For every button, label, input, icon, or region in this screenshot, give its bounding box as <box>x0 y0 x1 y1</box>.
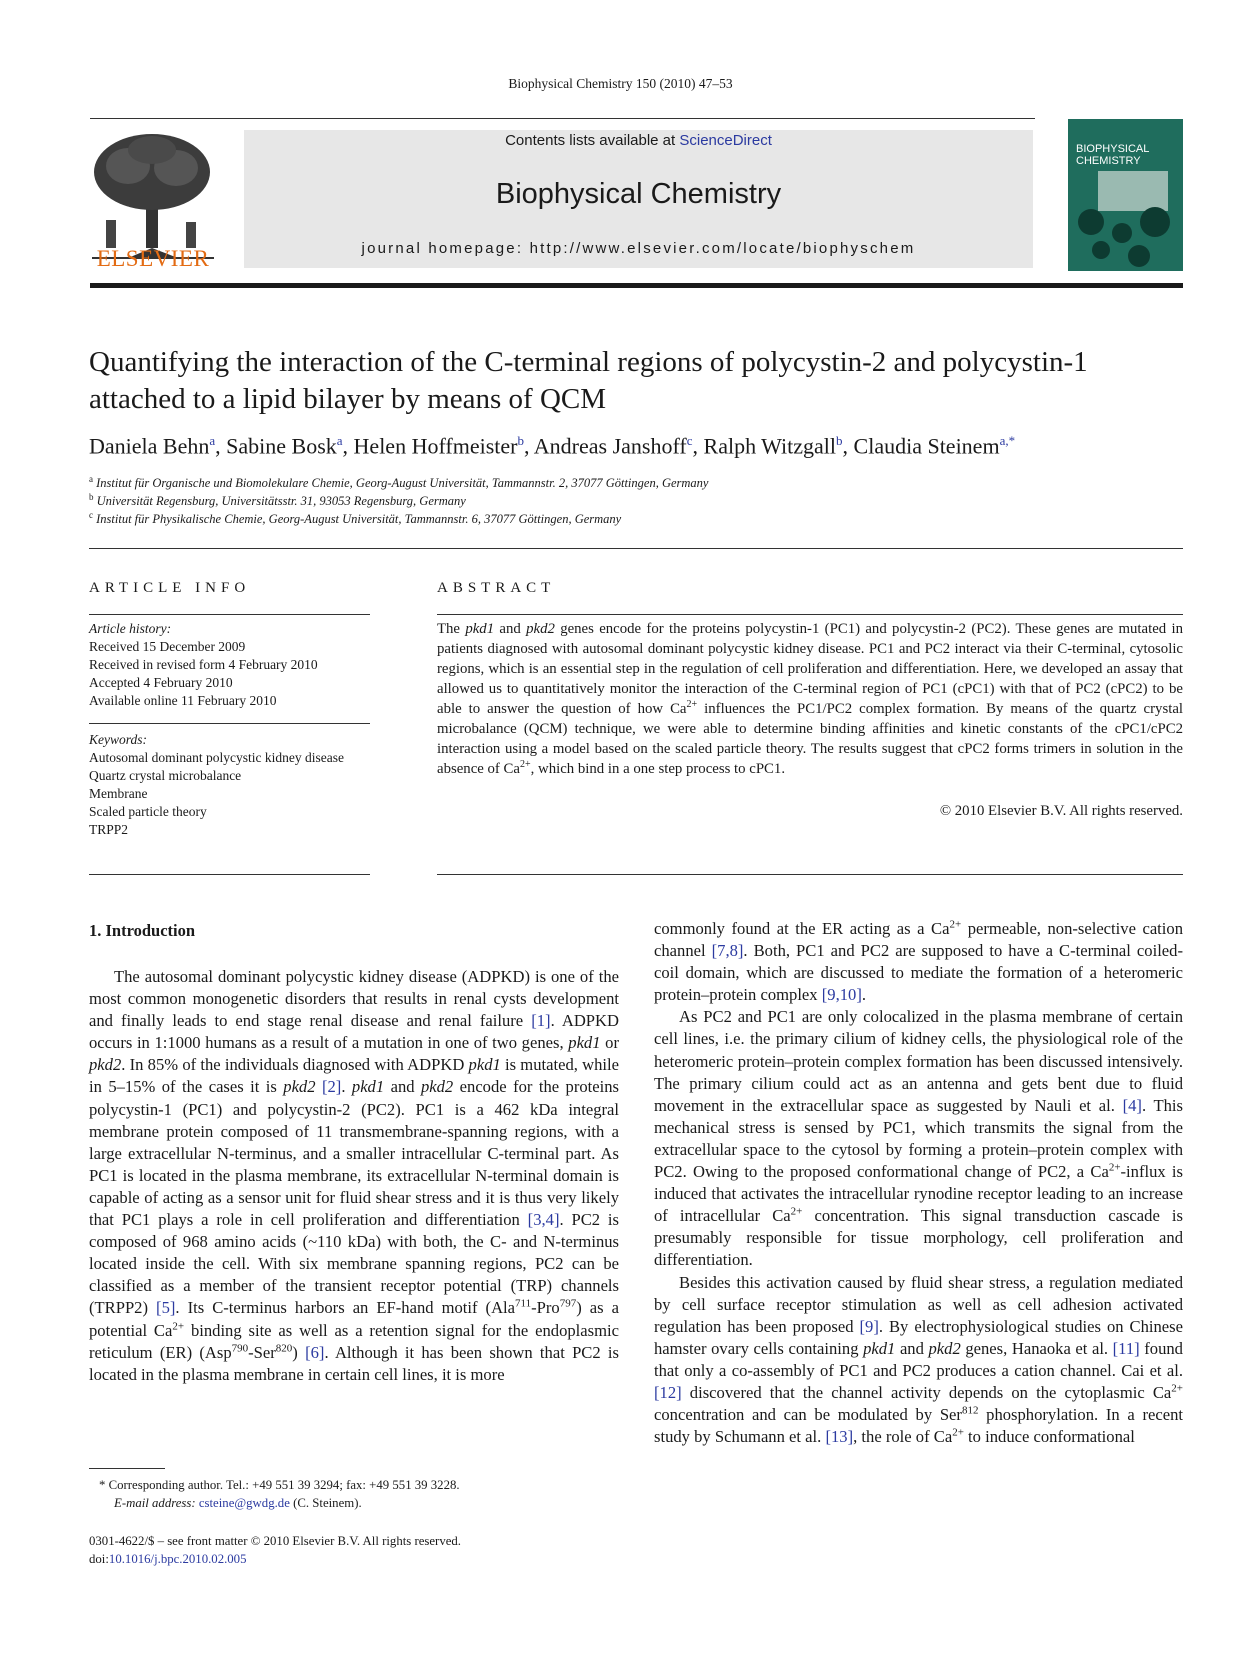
divider <box>437 614 1183 615</box>
email-link[interactable]: csteine@gwdg.de <box>198 1496 290 1510</box>
divider <box>89 723 370 724</box>
citation-link[interactable]: [2] <box>321 1077 342 1097</box>
author-affiliation-mark[interactable]: a <box>336 433 343 448</box>
paragraph: Besides this activation caused by fluid shear stress, a regulation mediated by cell surface receptor stimulation as well as cell adhesion activated regulation has been proposed [9]. By electrophysiological studies on Chinese hamster ovary cells containing pkd1 and pkd2 genes, Hanaoka et al. [11] found that only a co-assembly of PC1 and PC2 produces a cation channel. Cai et al. [12] discovered that the channel activity depends on the cytoplasmic $Ca^{2+}$ concentration and can be modulated by Ser$^{812}$ phosphorylation. In a recent study by Schumann et al. [13], the role of $Ca^{2+}$ to induce conformational <box>654 1272 1183 1447</box>
doi-line: doi:10.1016/j.bpc.2010.02.005 <box>89 1552 247 1566</box>
front-matter-info <box>89 1532 649 1568</box>
article-history <box>89 620 369 710</box>
sciencedirect-link[interactable]: ScienceDirect <box>679 132 772 149</box>
cover-sphere <box>1112 223 1132 243</box>
citation-link[interactable]: [5] <box>156 1298 176 1318</box>
keywords <box>89 731 369 839</box>
footnote-email-line: E-mail address: csteine@gwdg.de (C. Steinem). <box>114 1496 362 1510</box>
gene-name: pkd1 <box>465 621 495 637</box>
journal-cover-thumbnail <box>1068 119 1183 271</box>
history-entry: Accepted 4 February 2010 <box>89 675 233 690</box>
affiliation-mark: a <box>89 474 93 484</box>
keyword: Membrane <box>89 786 148 801</box>
keywords-label: Keywords: <box>89 732 147 747</box>
citation-link[interactable]: [7,8] <box>711 941 744 961</box>
divider <box>437 874 1183 875</box>
keyword: TRPP2 <box>89 822 129 837</box>
affiliation-text: Universität Regensburg, Universitätsstr. 31, 93053 Regensburg, Germany <box>96 494 466 509</box>
section-heading-introduction: 1. Introduction <box>89 921 196 940</box>
footnote-mark: * <box>99 1478 106 1492</box>
abstract-heading: ABSTRACT <box>437 580 556 596</box>
divider <box>89 614 370 615</box>
footnote-rule <box>89 1468 165 1469</box>
author-affiliation-mark[interactable]: b <box>836 433 843 448</box>
journal-homepage[interactable]: journal homepage: http://www.elsevier.com/locate/biophyschem <box>361 240 916 257</box>
article-info-heading: ARTICLE INFO <box>89 580 251 596</box>
keyword: Autosomal dominant polycystic kidney disease <box>89 750 344 765</box>
author-affiliation-mark[interactable]: a,* <box>999 433 1016 448</box>
citation-link[interactable]: [12] <box>654 1382 682 1402</box>
paragraph: commonly found at the ER acting as a $Ca^{2+}$ permeable, non-selective cation channel [7,8]. Both, PC1 and PC2 are supposed to have a C-terminal coiled-coil domain, which are discussed to mediate the formation of a heteromeric protein–protein complex [9,10]. <box>654 918 1183 1005</box>
history-label: Article history: <box>89 621 172 636</box>
paragraph: The autosomal dominant polycystic kidney disease (ADPKD) is one of the most common monogenetic disorders that results in renal cysts development and finally leads to end stage renal disease and renal failure [1]. ADPKD occurs in 1:1000 humans as a result of a mutation in one of two genes, pkd1 or pkd2. In 85% of the individuals diagnosed with ADPKD pkd1 is mutated, while in 5–15% of the cases it is pkd2 [2]. pkd1 and pkd2 encode for the proteins polycystin-1 (PC1) and polycystin-2 (PC2). PC1 is a 462 kDa integral membrane protein composed of 11 transmembrane-spanning regions, with a large extracellular N-terminus, and a smaller intracellular C-terminal part. As PC1 is located in the plasma membrane, its extracellular N-terminal domain is capable of acting as a sensor unit for fluid shear stress and it is thus very likely that PC1 plays a role in cell proliferation and differentiation [3,4]. PC2 is composed of 968 amino acids (~110 kDa) with both, the C- and N-terminus located inside the cell. With six membrane spanning regions, PC2 can be classified as a member of the transient receptor potential (TRP) channels (TRPP2) [5]. Its C-terminus harbors an EF-hand motif (Ala$^{711}$-Pro$^{797}$) as a potential $Ca^{2+}$ binding site as well as a retention signal for the endoplasmic reticulum (ER) (Asp$^{790}$-Ser$^{820}$) [6]. Although it has been shown that PC2 is located in the plasma membrane in certain cell lines, it is more <box>89 967 620 1384</box>
citation-link[interactable]: [4] <box>1122 1095 1142 1115</box>
affiliation-text: Institut für Physikalische Chemie, Georg-August Universität, Tammannstr. 6, 37077 Göttingen, Germany <box>96 512 622 527</box>
abstract-body: The pkd1 and pkd2 genes encode for the proteins polycystin-1 (PC1) and polycystin-2 (PC2). These genes are mutated in patients diagnosed with autosomal dominant polycystic kidney disease. PC1 and PC2 interact via their C-terminal, cytosolic regions, which is an essential step in the regulation of cell proliferation and differentiation. Here, we developed an assay that allowed us to quantitatively monitor the interaction of the C-terminal region of PC1 (cPC1) with that of PC2 (cPC2) to be able to answer the question of how $Ca^{2+}$ influences the PC1/PC2 complex formation. By means of the quartz crystal microbalance (QCM) technique, we were able to determine binding affinities and kinetic constants of the cPC1/cPC2 interaction using a model based on the scaled particle theory. The results suggest that cPC2 forms trimers in solution in the absence of $Ca^{2+}$, which bind in a one step process to cPC1. <box>437 621 1183 777</box>
cover-sphere <box>1128 245 1150 267</box>
contents-prefix: Contents lists available at <box>505 132 680 149</box>
contents-line <box>244 132 1033 149</box>
cover-panel <box>1098 171 1168 211</box>
keyword: Scaled particle theory <box>89 804 207 819</box>
author-name: Ralph Witzgall <box>703 433 837 459</box>
citation-link[interactable]: [9] <box>859 1316 879 1336</box>
affiliation-text: Institut für Organische und Biomolekulare Chemie, Georg-August Universität, Tammannstr. 2, 37077 Göttingen, Germany <box>96 476 709 491</box>
top-rule <box>90 118 1035 119</box>
affiliation <box>89 492 466 509</box>
gene-name: pkd2 <box>526 621 555 637</box>
running-head: Biophysical Chemistry 150 (2010) 47–53 <box>508 76 733 91</box>
author-affiliation-mark[interactable]: b <box>517 433 524 448</box>
citation-link[interactable]: [9,10] <box>821 985 862 1005</box>
author-name: Sabine Bosk <box>226 433 337 459</box>
header-thick-rule <box>90 283 1183 288</box>
cover-title: BIOPHYSICAL CHEMISTRY <box>1076 143 1149 167</box>
corresponding-author-footnote <box>89 1476 649 1512</box>
author-affiliation-mark[interactable]: a <box>209 433 216 448</box>
cover-sphere <box>1078 209 1104 235</box>
author-name: Claudia Steinem <box>853 433 1000 459</box>
affiliation-mark: b <box>89 492 94 502</box>
citation-link[interactable]: [6] <box>305 1342 325 1362</box>
journal-masthead <box>244 130 1033 268</box>
author-name: Andreas Janshoff <box>533 433 687 459</box>
body-column-right <box>654 918 1183 1448</box>
elsevier-wordmark: ELSEVIER <box>96 246 210 271</box>
citation-link[interactable]: [13] <box>825 1427 854 1447</box>
author-name: Helen Hoffmeister <box>353 433 518 459</box>
cover-sphere <box>1140 207 1170 237</box>
history-entry: Available online 11 February 2010 <box>89 693 277 708</box>
author-name: Daniela Behn <box>89 433 210 459</box>
citation-link[interactable]: [3,4] <box>527 1210 560 1230</box>
abstract-copyright: © 2010 Elsevier B.V. All rights reserved. <box>939 803 1183 819</box>
doi-link[interactable]: 10.1016/j.bpc.2010.02.005 <box>108 1552 247 1566</box>
history-entry: Received in revised form 4 February 2010 <box>89 657 318 672</box>
cover-sphere <box>1092 241 1110 259</box>
citation-link[interactable]: [11] <box>1112 1338 1140 1358</box>
body-column-left <box>89 966 619 1386</box>
keyword: Quartz crystal microbalance <box>89 768 242 783</box>
paragraph: As PC2 and PC1 are only colocalized in the plasma membrane of certain cell lines, i.e. the primary cilium of kidney cells, the physiological role of the heteromeric protein–protein complex formation has been discussed intensively. The primary cilium could act as an antenna and gets bent due to fluid movement in the extracellular space as suggested by Nauli et al. [4]. This mechanical stress is sensed by PC1, which transmits the signal from the extracellular space to the cytosol by forming a protein–protein complex with PC2. Owing to the proposed conformational change of PC2, a $Ca^{2+}$-influx is induced that activates the intracellular rynodine receptor leading to an increase of intracellular $Ca^{2+}$ concentration. This signal transduction cascade is presumably responsible for tissue morphology, cell proliferation and differentiation. <box>654 1007 1183 1270</box>
author-affiliation-mark[interactable]: c <box>686 433 693 448</box>
affiliation-mark: c <box>89 510 93 520</box>
issn-line: 0301-4622/$ – see front matter © 2010 Elsevier B.V. All rights reserved. <box>89 1534 461 1548</box>
affiliation <box>89 474 708 491</box>
divider <box>89 548 1183 549</box>
affiliation <box>89 510 621 527</box>
article-title: Quantifying the interaction of the C-terminal regions of polycystin-2 and polycystin-1 attached to a lipid bilayer by means of QCM <box>89 346 1088 415</box>
journal-name: Biophysical Chemistry <box>495 178 782 210</box>
citation-link[interactable]: [1] <box>531 1011 551 1031</box>
footnote-line: * Corresponding author. Tel.: +49 551 39 3294; fax: +49 551 39 3228. <box>99 1478 460 1492</box>
divider <box>89 874 370 875</box>
history-entry: Received 15 December 2009 <box>89 639 246 654</box>
author-list: Daniela Behn$^a$, Sabine Bosk$^a$, Helen Hoffmeister$^b$, Andreas Janshoff$^c$, Ralph Witzgall$^b$, Claudia Steinem$^{a,*}$ <box>89 433 1016 459</box>
